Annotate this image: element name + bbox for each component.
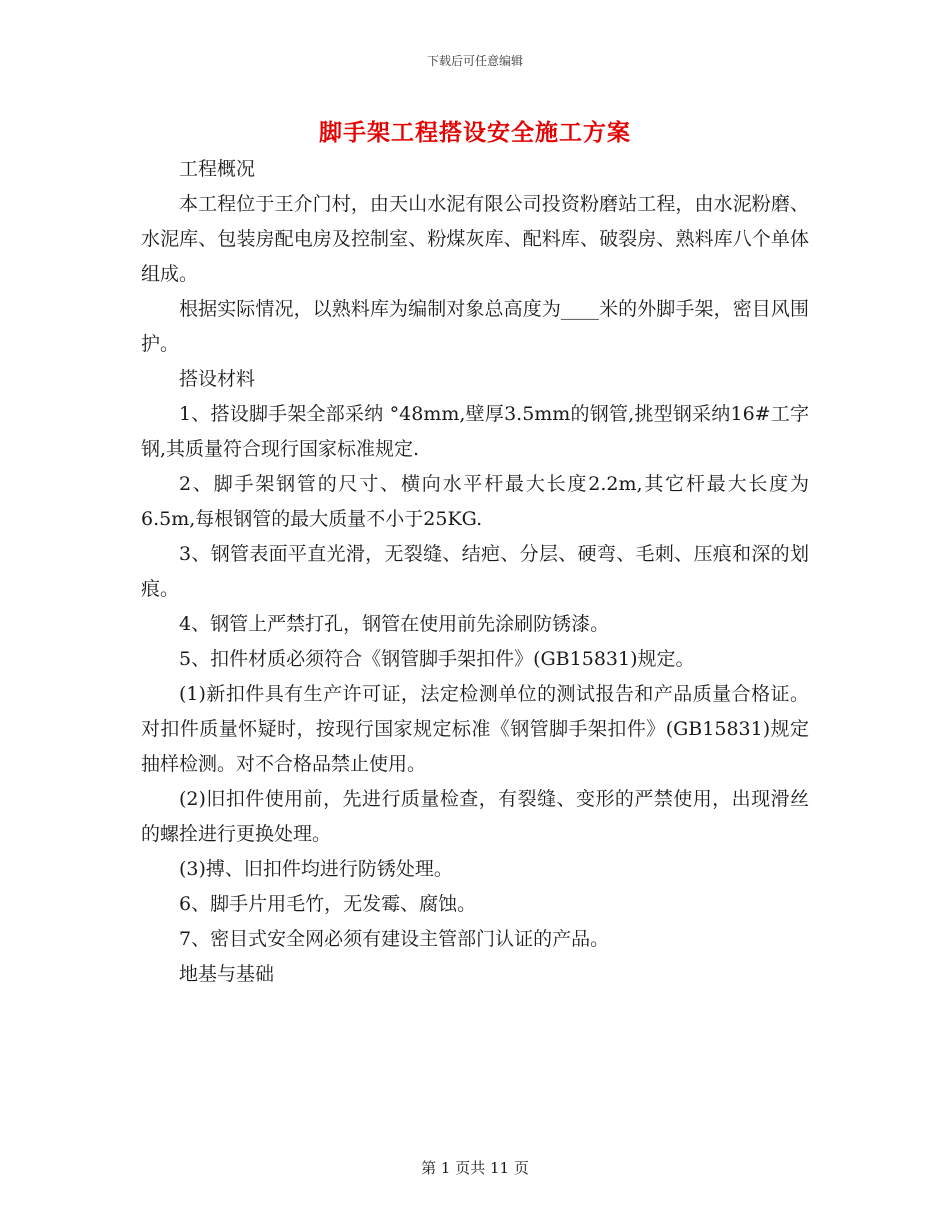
page-footer: 第 1 页共 11 页	[421, 1159, 529, 1177]
sub-item-2: (2)旧扣件使用前，先进行质量检查，有裂缝、变形的严禁使用，出现滑丝的螺拴进行更换处理。	[141, 788, 809, 845]
list-item-3: 3、钢管表面平直光滑，无裂缝、结疤、分层、硬弯、毛刺、压痕和深的划痕。	[141, 543, 809, 600]
section-heading-materials: 搭设材料	[179, 368, 256, 390]
list-item-6: 6、脚手片用毛竹，无发霉、腐蚀。	[179, 893, 477, 915]
page-header: 下载后可任意编辑	[426, 54, 523, 68]
document-body	[141, 152, 809, 992]
paragraph-project-location: 本工程位于王介门村，由天山水泥有限公司投资粉磨站工程，由水泥粉磨、水泥库、包装房配电房及控制室、粉煤灰库、配料库、破裂房、熟料库八个单体组成。	[141, 193, 809, 285]
document-title: 脚手架工程搭设安全施工方案	[319, 119, 631, 146]
list-item-2: 2、脚手架钢管的尺寸、横向水平杆最大长度2.2m,其它杆最大长度为6.5m,每根钢管的最大质量不小于25KG.	[141, 473, 809, 530]
section-heading-overview: 工程概况	[179, 158, 256, 180]
sub-item-1: (1)新扣件具有生产许可证，法定检测单位的测试报告和产品质量合格证。对扣件质量怀疑时，按现行国家规定标准《钢管脚手架扣件》(GB15831)规定抽样检测。对不合格品禁止使用。	[141, 683, 809, 775]
section-heading-foundation: 地基与基础	[179, 963, 275, 985]
list-item-7: 7、密目式安全网必须有建设主管部门认证的产品。	[179, 928, 610, 950]
list-item-5: 5、扣件材质必须符合《钢管脚手架扣件》(GB15831)规定。	[179, 648, 695, 670]
list-item-1: 1、搭设脚手架全部采纳 °48mm,壁厚3.5mm的钢管,挑型钢采纳16#工字钢,其质量符合现行国家标准规定.	[141, 403, 809, 460]
sub-item-3: (3)搏、旧扣件均进行防锈处理。	[179, 858, 453, 880]
paragraph-scaffold-height: 根据实际情况，以熟料库为编制对象总高度为____米的外脚手架，密目风围护。	[141, 298, 809, 355]
list-item-4: 4、钢管上严禁打孔，钢管在使用前先涂刷防锈漆。	[179, 613, 610, 635]
